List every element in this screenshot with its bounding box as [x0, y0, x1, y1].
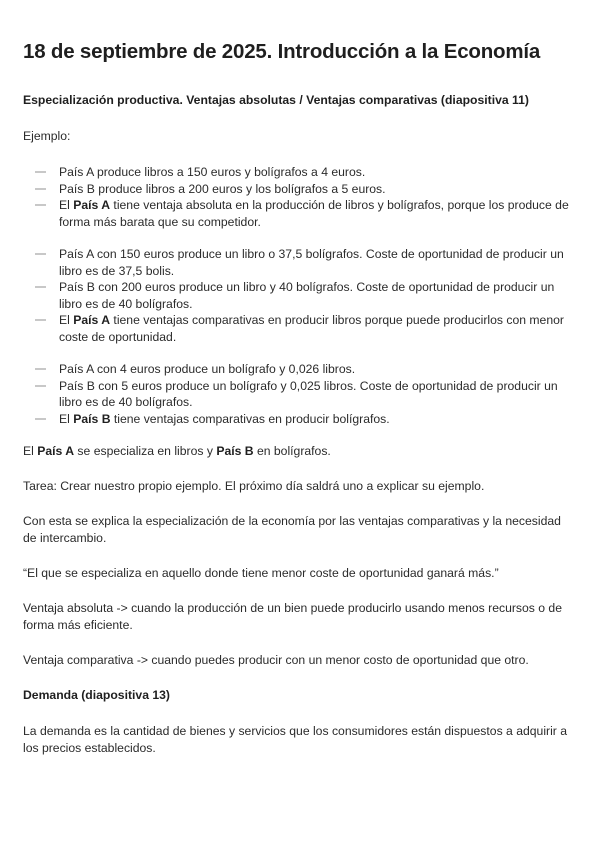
example-list — [23, 164, 577, 427]
comparative-advantage-definition: Ventaja comparativa -> cuando puedes producir con un menor costo de oportunidad que otro. — [23, 653, 529, 667]
bold-country: País B — [216, 444, 254, 458]
list-item: El País A tiene ventaja absoluta en la producción de libros y bolígrafos, porque los produce de forma más barata que su competidor. — [59, 197, 577, 230]
section-heading: Especialización productiva. Ventajas absolutas / Ventajas comparativas (diapositiva 11) — [23, 93, 529, 107]
example-group-absolute — [23, 164, 577, 230]
specialization-paragraph: El País A se especializa en libros y País B en bolígrafos. — [23, 444, 331, 458]
list-item: País B con 5 euros produce un bolígrafo y 0,025 libros. Coste de oportunidad de producir un libro es de 40 bolígrafos. — [59, 378, 577, 411]
list-item: País B produce libros a 200 euros y los bolígrafos a 5 euros. — [59, 181, 577, 198]
quote-paragraph: “El que se especializa en aquello donde tiene menor coste de oportunidad ganará más.” — [23, 566, 499, 580]
bold-country: País A — [37, 444, 75, 458]
bold-country: País A — [73, 198, 111, 212]
example-group-comparative-books — [23, 246, 577, 345]
list-item: El País B tiene ventajas comparativas en producir bolígrafos. — [59, 411, 577, 428]
bold-country: País B — [73, 411, 111, 426]
demand-heading: Demanda (diapositiva 13) — [23, 688, 170, 702]
list-item: País A produce libros a 150 euros y bolígrafos a 4 euros. — [59, 164, 577, 181]
list-item: País B con 200 euros produce un libro y 40 bolígrafos. Coste de oportunidad de producir un libro es de 40 bolígrafos. — [59, 279, 577, 312]
task-paragraph: Tarea: Crear nuestro propio ejemplo. El próximo día saldrá uno a explicar su ejemplo. — [23, 479, 485, 493]
list-item: El País A tiene ventajas comparativas en producir libros porque puede producirlos con menor coste de oportunidad. — [59, 312, 577, 345]
example-label: Ejemplo: — [23, 129, 71, 143]
demand-paragraph: La demanda es la cantidad de bienes y servicios que los consumidores están dispuestos a adquirir a los precios establecidos. — [23, 724, 568, 755]
page-title: 18 de septiembre de 2025. Introducción a la Economía — [23, 40, 541, 63]
bold-country: País A — [73, 313, 111, 327]
absolute-advantage-definition: Ventaja absoluta -> cuando la producción de un bien puede producirlo usando menos recursos o de forma más eficiente. — [23, 601, 562, 632]
explanation-paragraph: Con esta se explica la especialización de la economía por las ventajas comparativas y la necesidad de intercambio. — [23, 514, 561, 545]
list-item: País A con 150 euros produce un libro o 37,5 bolígrafos. Coste de oportunidad de producir un libro es de 37,5 bolis. — [59, 246, 577, 279]
example-group-comparative-pens — [23, 361, 577, 427]
list-item: País A con 4 euros produce un bolígrafo y 0,026 libros. — [59, 361, 577, 378]
